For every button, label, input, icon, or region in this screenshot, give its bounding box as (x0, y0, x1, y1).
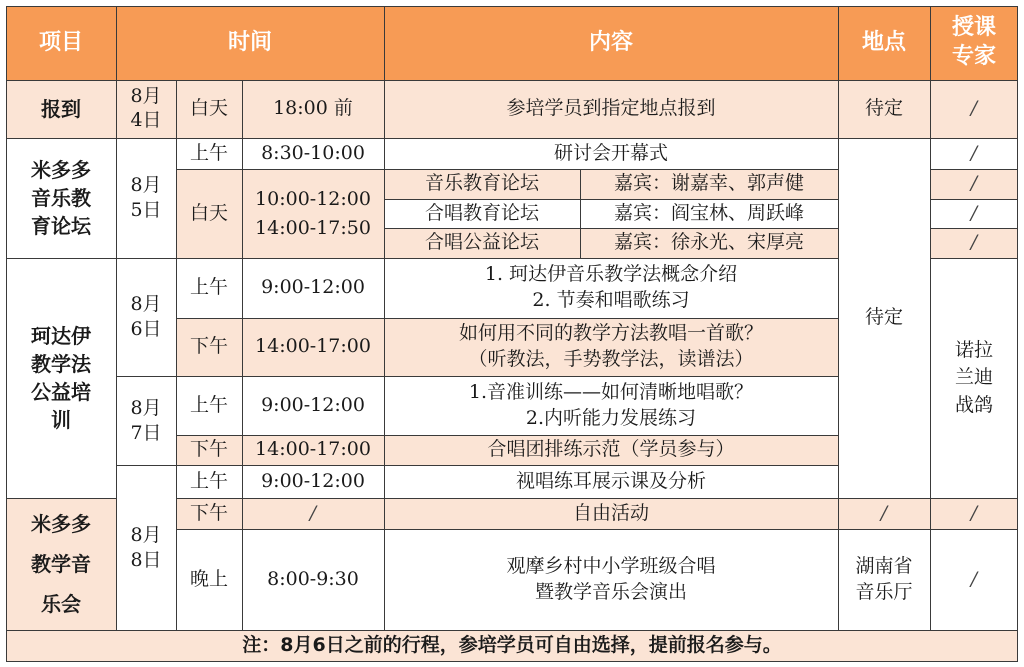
s3r4-period: 下午 (176, 435, 242, 465)
s4r2-time: 8:00-9:30 (267, 567, 359, 590)
section4-date: 8月 8日 (130, 523, 162, 571)
header-time: 时间 (116, 6, 384, 80)
place-shared: 待定 (864, 306, 903, 329)
section3-date6: 8月 6日 (130, 293, 162, 340)
s3r3-content: 1.音准训练——如何清晰地唱歌？ 2.内听能力发展练习 (468, 380, 754, 429)
s4r2-expert: / (970, 567, 978, 590)
section2-time2: 10:00-12:00 14:00-17:50 (242, 169, 384, 258)
section1-time: 18:00 前 (242, 80, 384, 138)
footer-note: 注：8月6日之前的行程，参培学员可自由选择，提前报名参与。 (6, 630, 1018, 662)
header-content: 内容 (384, 6, 838, 80)
s3r4-time: 14:00-17:00 (242, 435, 384, 465)
s4r2-place: 湖南省 音乐厅 (855, 554, 913, 603)
forum3-expert: / (930, 228, 1018, 258)
s4r2-period: 晚上 (189, 567, 228, 590)
section4-item: 米多多 教学音 乐会 (6, 498, 116, 630)
s4r1-content: 自由活动 (384, 498, 838, 529)
section2-period2: 白天 (176, 169, 242, 258)
s4r1-time: / (242, 498, 384, 529)
s4r1-place: / (838, 498, 930, 529)
section1-item: 报到 (6, 80, 116, 138)
forum2-guests: 嘉宾：阎宝林、周跃峰 (613, 201, 804, 224)
s3r3-time: 9:00-12:00 (261, 393, 365, 416)
section1-place: 待定 (838, 80, 930, 138)
s4r1-period: 下午 (176, 498, 242, 529)
section3-item: 珂达伊 教学法 公益培 训 (31, 324, 91, 432)
s3r2-time: 14:00-17:00 (242, 318, 384, 376)
s3r5-period: 上午 (189, 469, 228, 492)
forum3-guests: 嘉宾：徐永光、宋厚亮 (580, 228, 838, 258)
section2-row1-time: 8:30-10:00 (261, 141, 365, 164)
s4r1-expert: / (930, 498, 1018, 529)
forum2-expert: / (970, 201, 978, 224)
s3r3-period: 上午 (189, 393, 228, 416)
section3-expert: 诺拉 兰迪 战鸽 (954, 338, 993, 416)
s3r1-period: 上午 (189, 276, 228, 299)
s3r5-content: 视唱练耳展示课及分析 (515, 469, 706, 492)
s3r5-time: 9:00-12:00 (261, 469, 365, 492)
forum1-expert: / (930, 169, 1018, 199)
header-expert: 授课 专家 (930, 6, 1018, 80)
s3r2-period: 下午 (176, 318, 242, 376)
s3r1-content: 1. 珂达伊音乐教学法概念介绍 2. 节奏和唱歌练习 (484, 263, 738, 311)
section1-content: 参培学员到指定地点报到 (384, 80, 838, 138)
s3r4-content: 合唱团排练示范（学员参与） (384, 435, 838, 465)
section3-date7: 8月 7日 (130, 396, 162, 444)
section1-expert: / (930, 80, 1018, 138)
forum1-name: 音乐教育论坛 (384, 169, 580, 199)
s4r2-content: 观摩乡村中小学班级合唱 暨教学音乐会演出 (506, 554, 716, 603)
header-place: 地点 (838, 6, 930, 80)
forum3-name: 合唱公益论坛 (384, 228, 580, 258)
header-item: 项目 (6, 6, 116, 80)
s3r2-content: 如何用不同的教学方法教唱一首歌？ （听教法，手势教学法，读谱法） (384, 318, 838, 376)
section1-period: 白天 (176, 80, 242, 138)
section2-item: 米多多 音乐教 育论坛 (31, 158, 91, 238)
forum1-guests: 嘉宾：谢嘉幸、郭声健 (580, 169, 838, 199)
section2-date: 8月 5日 (130, 174, 162, 221)
section2-row1-expert: / (970, 141, 978, 164)
forum2-name: 合唱教育论坛 (424, 201, 539, 224)
s3r1-time: 9:00-12:00 (261, 276, 365, 299)
section2-row1-period: 上午 (189, 141, 228, 164)
section2-row1-content: 研讨会开幕式 (553, 141, 668, 164)
section1-date: 8月 4日 (116, 80, 176, 138)
